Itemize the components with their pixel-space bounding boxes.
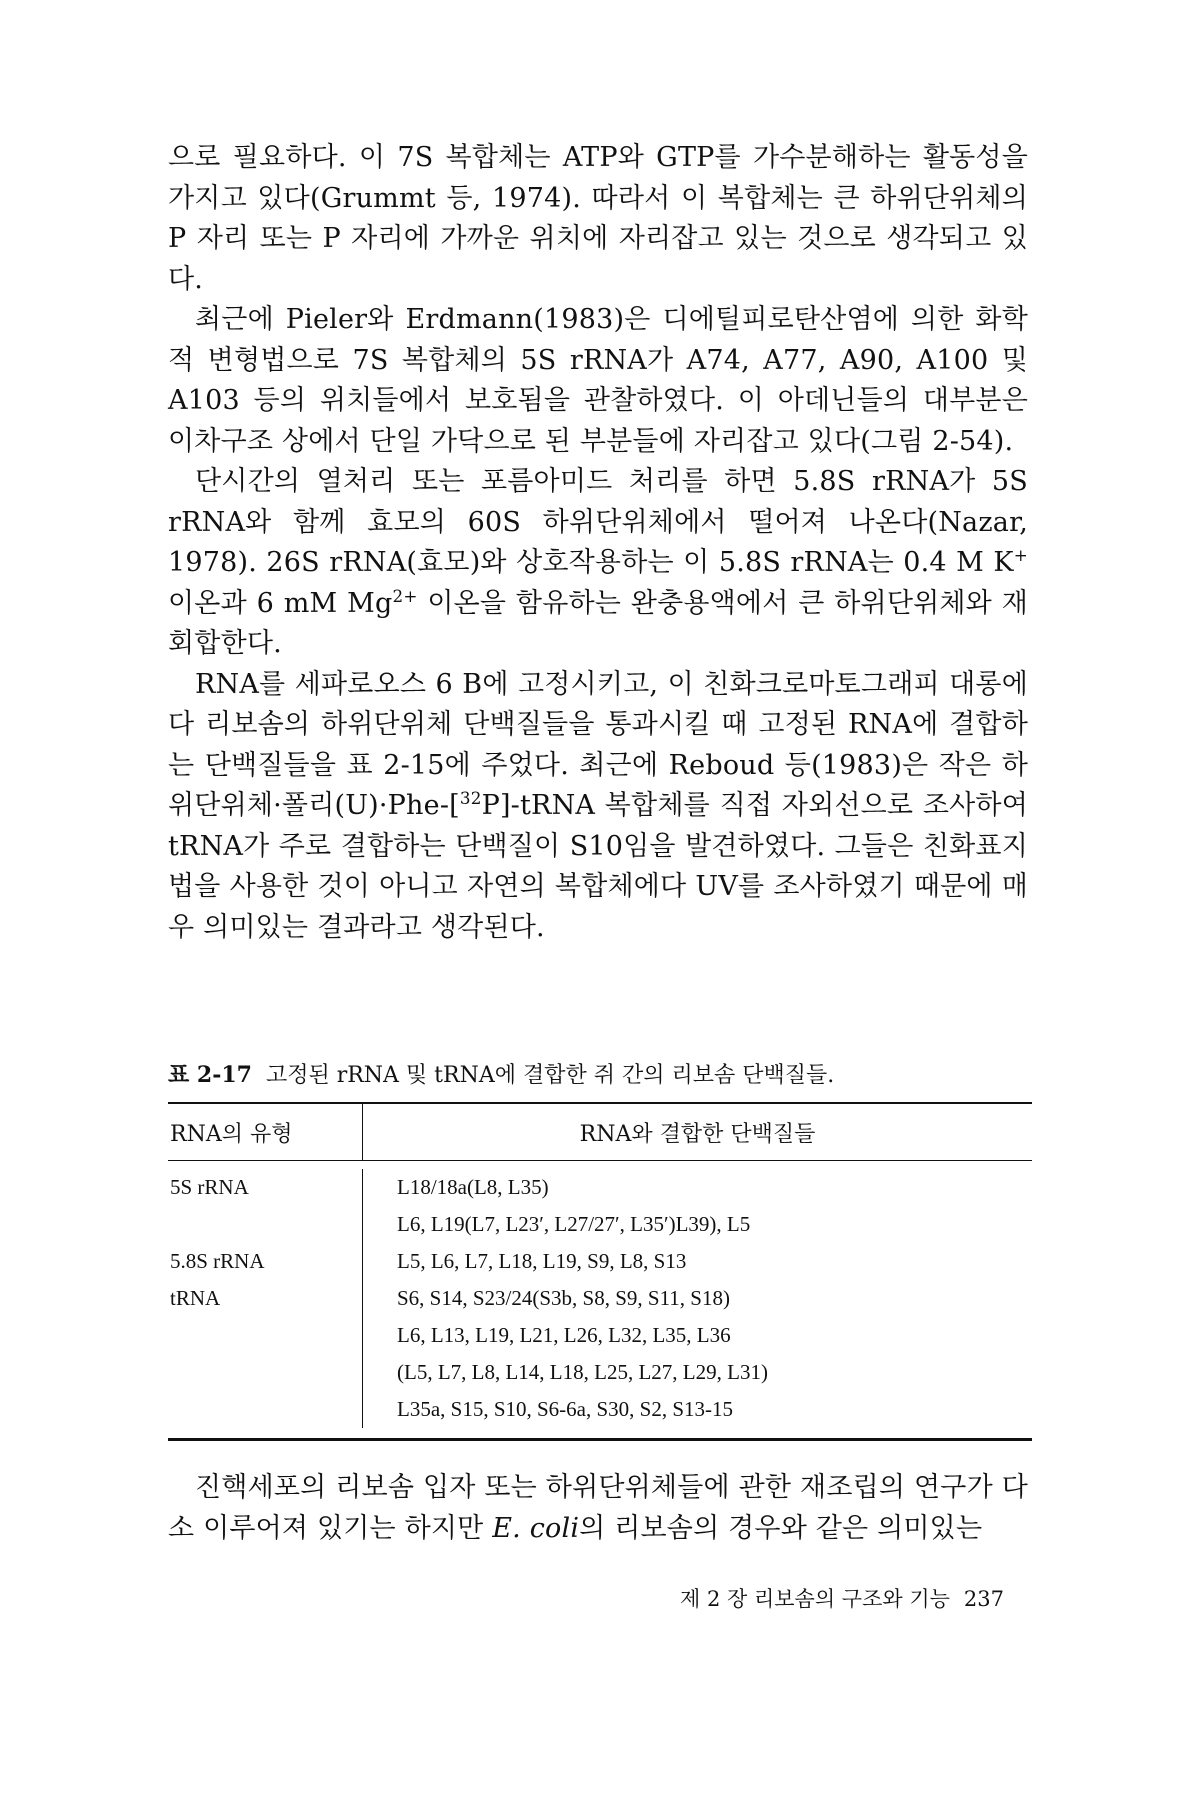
table-row-type <box>170 1206 362 1243</box>
table-row-proteins: S6, S14, S23/24(S3b, S8, S9, S11, S18) <box>397 1286 730 1310</box>
body-text-upper <box>168 138 1028 948</box>
table-row-type: tRNA <box>170 1286 221 1310</box>
header-bound-proteins: RNA와 결합한 단백질들 <box>362 1104 1032 1160</box>
table-bottom-rule <box>168 1438 1032 1441</box>
table-row-proteins: L6, L13, L19, L21, L26, L32, L35, L36 <box>397 1323 731 1347</box>
table-row-proteins: L6, L19(L7, L23′, L27/27′, L35′)L39), L5 <box>397 1212 751 1236</box>
table-row-proteins: L5, L6, L7, L18, L19, S9, L8, S13 <box>397 1249 687 1273</box>
paragraph-3 <box>168 462 1028 665</box>
table-row-proteins: (L5, L7, L8, L14, L18, L25, L27, L29, L31) <box>397 1360 768 1384</box>
paragraph-5 <box>168 1468 1028 1549</box>
k-charge: + <box>1013 545 1028 565</box>
body-text-lower <box>168 1468 1028 1549</box>
table-row-type <box>170 1391 362 1428</box>
chapter-title: 제 2 장 리보솜의 구조와 기능 <box>680 1587 950 1611</box>
table-header <box>168 1104 1032 1160</box>
mg-charge: 2+ <box>392 585 418 606</box>
rna-type-column <box>168 1169 362 1428</box>
table-caption-text: 고정된 rRNA 및 tRNA에 결합한 쥐 간의 리보솜 단백질들. <box>265 1063 835 1088</box>
paragraph-3-mid: 이온과 6 mM Mg <box>168 587 393 619</box>
isotope-superscript: 32 <box>459 788 482 808</box>
paragraph-1: 으로 필요하다. 이 7S 복합체는 ATP와 GTP를 가수분해하는 활동성을 가지고 있다(Grummt 등, 1974). 따라서 이 복합체는 큰 하위단위체의 P 자리 또는 P 자리에 가까운 위치에 자리잡고 있는 것으로 생각되고 있다. <box>168 142 1028 295</box>
table-row-proteins: L18/18a(L8, L35) <box>397 1175 549 1199</box>
table-label: 표 2-17 <box>168 1062 252 1088</box>
paragraph-3-end: 이온을 함유하는 완충용액에서 큰 하위단위체와 재회합한다. <box>168 587 1028 659</box>
paragraph-3-start: 단시간의 열처리 또는 포름아미드 처리를 하면 5.8S rRNA가 5S rRNA와 함께 효모의 60S 하위단위체에서 떨어져 나온다(Nazar, 1978). 26S rRNA(효모)와 상호작용하는 이 5.8S rRNA는 0.4 M K <box>168 466 1028 578</box>
table-row-type <box>170 1354 362 1391</box>
paragraph-4-start: RNA를 세파로오스 6 B에 고정시키고, 이 친화크로마토그래피 대롱에다 리보솜의 하위단위체 단백질들을 통과시킬 때 고정된 RNA에 결합하는 단백질들을 표 2-15에 주었다. 최근에 Reboud 등(1983)은 작은 하위단위체·폴리(U)·Phe-[ <box>168 668 1028 821</box>
header-rna-type: RNA의 유형 <box>170 1121 293 1147</box>
paragraph-5-start: 진핵세포의 리보솜 입자 또는 하위단위체들에 관한 재조립의 연구가 다소 이루어져 있기는 하지만 <box>168 1472 1028 1544</box>
table-row-type: 5.8S rRNA <box>170 1249 265 1273</box>
paragraph-4 <box>168 665 1028 949</box>
paragraph-4-end: P]-tRNA 복합체를 직접 자외선으로 조사하여 tRNA가 주로 결합하는 단백질이 S10임을 발견하였다. 그들은 친화표지법을 사용한 것이 아니고 자연의 복합체에다 UV를 조사하였기 때문에 매우 의미있는 결과라고 생각된다. <box>168 790 1028 943</box>
table-row-type <box>170 1317 362 1354</box>
proteins-column <box>362 1169 1032 1428</box>
running-footer <box>680 1583 1004 1613</box>
table-body <box>168 1161 1032 1438</box>
mg-charge-number: 2 <box>392 585 404 606</box>
table-row-proteins: L35a, S15, S10, S6-6a, S30, S2, S13-15 <box>397 1397 734 1421</box>
species-name: E. coli <box>492 1512 580 1544</box>
protein-table <box>168 1102 1032 1441</box>
table-row-type: 5S rRNA <box>170 1175 249 1199</box>
paragraph-5-end: 의 리보솜의 경우와 같은 의미있는 <box>579 1512 983 1544</box>
page-number: 237 <box>963 1587 1004 1611</box>
table-caption <box>168 1060 834 1091</box>
paragraph-2: 최근에 Pieler와 Erdmann(1983)은 디에틸피로탄산염에 의한 화학적 변형법으로 7S 복합체의 5S rRNA가 A74, A77, A90, A100 및 A103 등의 위치들에서 보호됨을 관찰하였다. 이 아데닌들의 대부분은 이차구조 상에서 단일 가닥으로 된 부분들에 자리잡고 있다(그림 2-54). <box>168 304 1028 457</box>
